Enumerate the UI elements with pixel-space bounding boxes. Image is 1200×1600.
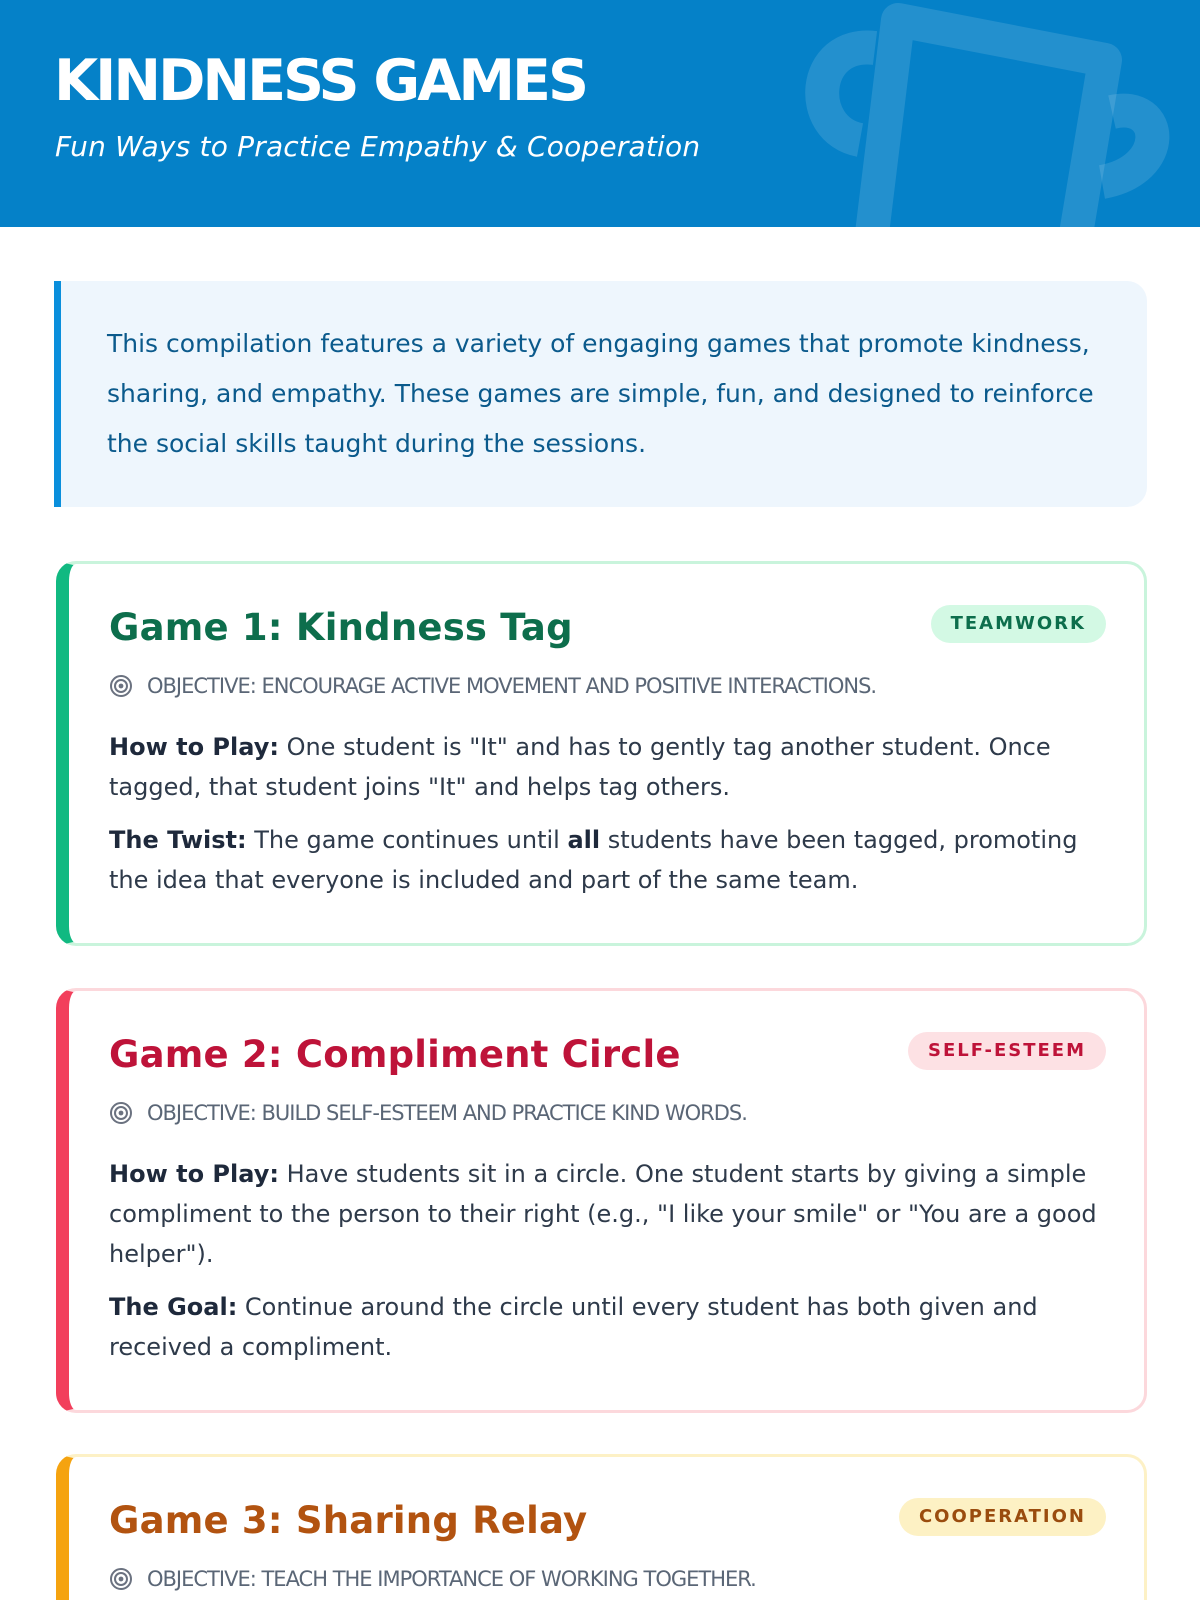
intro-text: This compilation features a variety of engaging games that promote kindness, sharing, and empathy. These games are simple, fun, and designed to reinforce the social skills taught during the sessions. — [107, 329, 1094, 458]
category-badge: COOPERATION — [899, 1498, 1106, 1536]
mug-icon — [800, 0, 1200, 227]
intro-callout — [54, 281, 1147, 507]
game-card-sharing-relay — [56, 1454, 1147, 1600]
goal-label: The Goal: — [109, 1293, 238, 1321]
objective-text: OBJECTIVE: ENCOURAGE ACTIVE MOVEMENT AND POSITIVE INTERACTIONS. — [147, 674, 877, 698]
page-header — [0, 0, 1200, 227]
goal-text: The Goal: Continue around the circle until every student has both given and received a compliment. — [109, 1293, 1038, 1361]
how-to-play-text: How to Play: One student is "It" and has to gently tag another student. Once tagged, that student joins "It" and helps tag others. — [109, 733, 1051, 801]
objective-text: OBJECTIVE: BUILD SELF-ESTEEM AND PRACTICE KIND WORDS. — [147, 1101, 747, 1125]
page-subtitle: Fun Ways to Practice Empathy & Cooperation — [55, 130, 701, 163]
objective-row — [109, 671, 876, 701]
twist-text: The Twist: The game continues until all students have been tagged, promoting the idea that everyone is included and part of the same team. — [109, 826, 1078, 894]
game-title: Game 1: Kindness Tag — [109, 606, 573, 649]
category-badge: SELF-ESTEEM — [908, 1032, 1106, 1070]
twist-label: The Twist: — [109, 826, 247, 854]
objective-row — [109, 1098, 747, 1128]
category-badge: TEAMWORK — [931, 605, 1106, 643]
game-title: Game 2: Compliment Circle — [109, 1033, 681, 1076]
game-card-kindness-tag — [56, 561, 1147, 946]
objective-text: OBJECTIVE: TEACH THE IMPORTANCE OF WORKING TOGETHER. — [147, 1567, 756, 1591]
game-card-compliment-circle — [56, 988, 1147, 1413]
page-title: KINDNESS GAMES — [54, 48, 587, 114]
how-to-play-label: How to Play: — [109, 1160, 279, 1188]
emphasis-all: all — [567, 826, 601, 854]
target-icon — [109, 1567, 133, 1591]
game-title: Game 3: Sharing Relay — [109, 1499, 588, 1542]
target-icon — [109, 674, 133, 698]
target-icon — [109, 1101, 133, 1125]
how-to-play-text: How to Play: Have students sit in a circle. One student starts by giving a simple compliment to the person to their right (e.g., "I like your smile" or "You are a good helper"). — [109, 1160, 1097, 1268]
objective-row — [109, 1564, 756, 1594]
how-to-play-label: How to Play: — [109, 733, 279, 761]
